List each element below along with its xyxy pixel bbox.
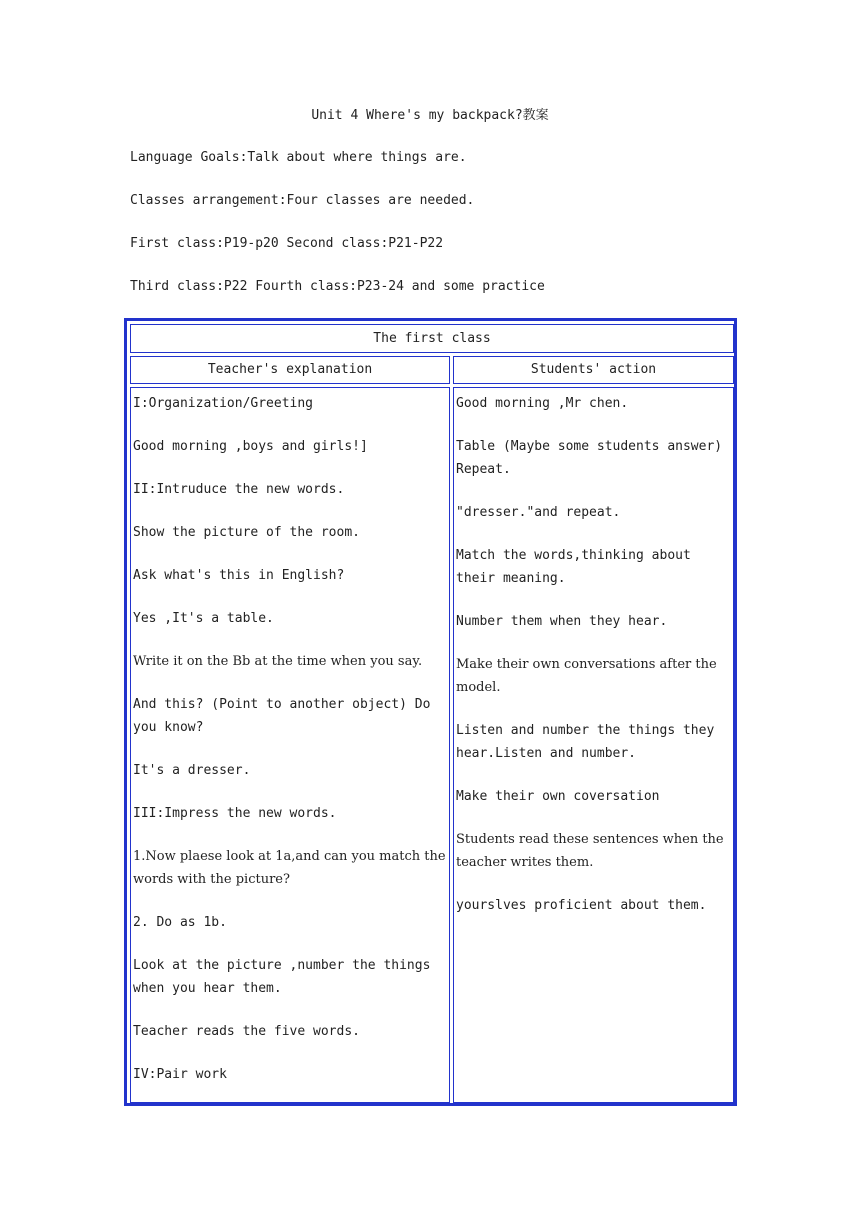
lesson-table (124, 318, 737, 1106)
third-fourth-class-line: Third class:P22 Fourth class:P23-24 and some practice (130, 279, 545, 294)
list-item: 1.Now plaese look at 1a,and can you match the words with the picture? (133, 849, 446, 887)
list-item: Listen and number the things they hear.Listen and number. (456, 723, 715, 761)
student-items-list (454, 388, 733, 917)
list-item: I:Organization/Greeting (133, 396, 314, 411)
language-goals-line: Language Goals:Talk about where things are. (130, 150, 467, 165)
list-item: "dresser."and repeat. (456, 505, 621, 520)
list-item: Good morning ,boys and girls!] (133, 439, 368, 454)
list-item: And this? (Point to another object) Do you know? (133, 697, 431, 735)
list-item: Teacher reads the five words. (133, 1024, 360, 1039)
list-item: Show the picture of the room. (133, 525, 360, 540)
students-action-cell (453, 387, 734, 1103)
list-item: IV:Pair work (133, 1067, 227, 1082)
list-item: Match the words,thinking about their meaning. (456, 548, 691, 586)
column-header-students: Students' action (453, 356, 734, 384)
teacher-explanation-cell (130, 387, 450, 1103)
list-item: Ask what's this in English? (133, 568, 345, 583)
column-header-teacher: Teacher's explanation (130, 356, 450, 384)
list-item: yourslves proficient about them. (456, 898, 707, 913)
list-item: It's a dresser. (133, 763, 251, 778)
list-item: Look at the picture ,number the things when you hear them. (133, 958, 431, 996)
first-second-class-line: First class:P19-p20 Second class:P21-P22 (130, 236, 444, 251)
document-title: Unit 4 Where's my backpack?教案 (311, 108, 549, 123)
list-item: Yes ,It's a table. (133, 611, 274, 626)
list-item: Table (Maybe some students answer) Repeat. (456, 439, 723, 477)
list-item: 2. Do as 1b. (133, 915, 227, 930)
list-item: III:Impress the new words. (133, 806, 337, 821)
list-item: Make their own coversation (456, 789, 660, 804)
list-item: Good morning ,Mr chen. (456, 396, 629, 411)
list-item: Number them when they hear. (456, 614, 668, 629)
list-item: Make their own conversations after the model. (456, 657, 717, 695)
list-item: II:Intruduce the new words. (133, 482, 345, 497)
classes-arrangement-line: Classes arrangement:Four classes are needed. (130, 193, 475, 208)
list-item: Students read these sentences when the teacher writes them. (456, 832, 724, 870)
teacher-items-list (131, 388, 449, 1086)
list-item: Write it on the Bb at the time when you say. (133, 654, 423, 669)
table-title: The first class (130, 324, 734, 353)
